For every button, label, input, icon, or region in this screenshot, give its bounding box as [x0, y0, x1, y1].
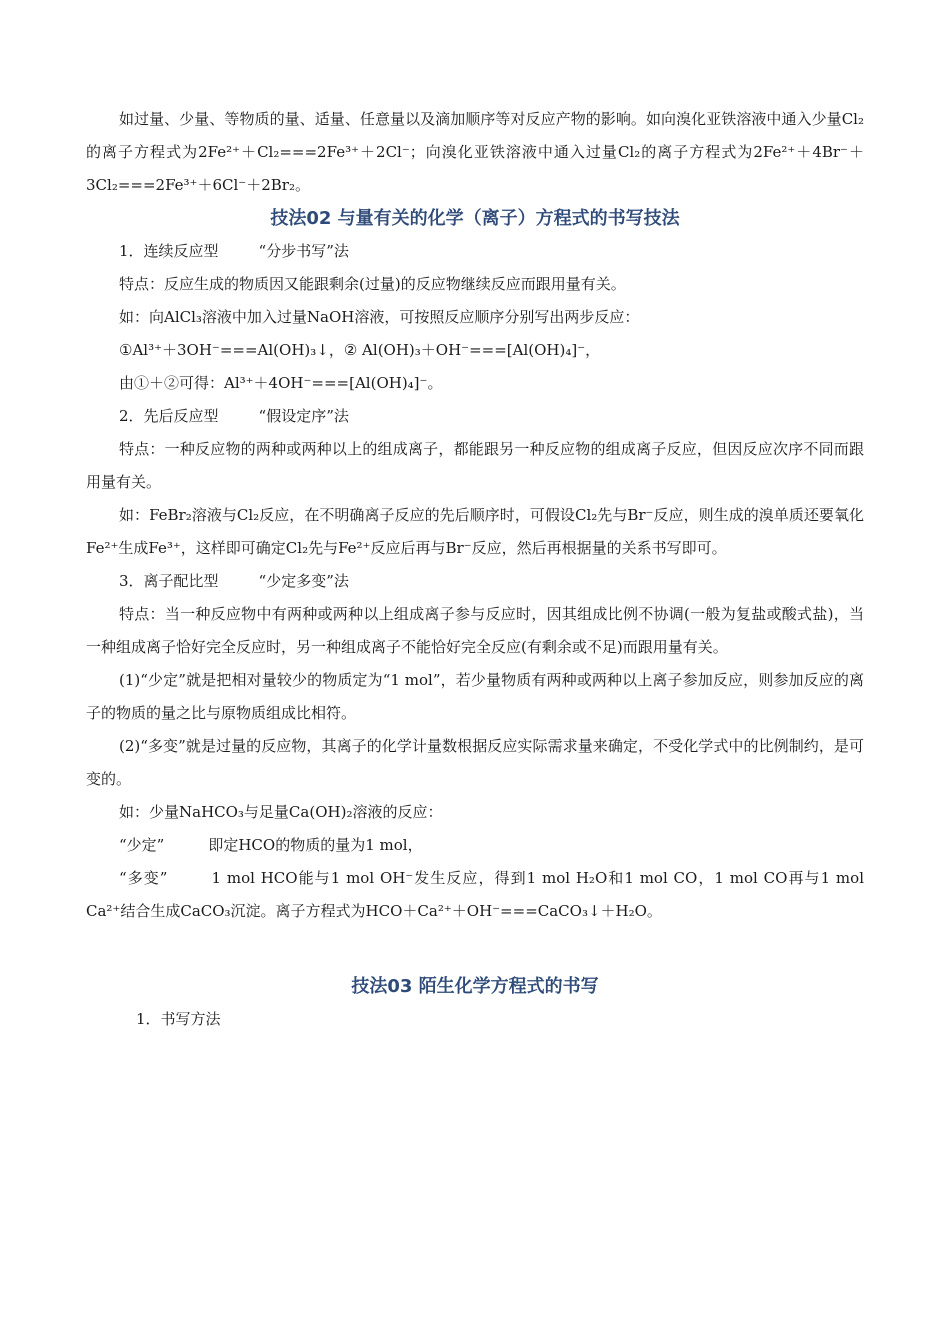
item3-more-text: 1 mol HCO能与1 mol OH⁻发生反应，得到1 mol H₂O和1 mol CO，1 mol CO再与1 mol Ca²⁺结合生成CaCO₃沉淀。离子方程式为HCO＋Ca²⁺＋OH⁻===CaCO₃↓＋H₂O。 — [86, 869, 864, 920]
item3-more-label: “多变” — [119, 869, 168, 887]
item2-method: “假设定序”法 — [258, 407, 349, 425]
item3-less-label: “少定” — [119, 836, 165, 854]
item3-title — [86, 565, 864, 598]
section-03-heading: 技法03 陌生化学方程式的书写 — [351, 976, 599, 997]
item2-title — [86, 400, 864, 433]
item3-less-line — [86, 829, 864, 862]
item2-example: 如：FeBr₂溶液与Cl₂反应，在不明确离子反应的先后顺序时，可假设Cl₂先与Br⁻反应，则生成的溴单质还要氧化Fe²⁺生成Fe³⁺，这样即可确定Cl₂先与Fe²⁺反应后再与Br⁻反应，然后再根据量的关系书写即可。 — [86, 506, 864, 557]
item3-more-line — [86, 862, 864, 928]
item1-example: 如：向AlCl₃溶液中加入过量NaOH溶液，可按照反应顺序分别写出两步反应： — [119, 308, 640, 326]
item3-less-text: 即定HCO的物质的量为1 mol， — [208, 836, 423, 854]
item3-feature: 特点：当一种反应物中有两种或两种以上组成离子参与反应时，因其组成比例不协调(一般为复盐或酸式盐)，当一种组成离子恰好完全反应时，另一种组成离子不能恰好完全反应(有剩余或不足)而跟用量有关。 — [86, 605, 864, 656]
item1-equation-2: 由①＋②可得：Al³⁺＋4OH⁻===[Al(OH)₄]⁻。 — [119, 374, 443, 392]
item3-rule-1: (1)“少定”就是把相对量较少的物质定为“1 mol”，若少量物质有两种或两种以上离子参加反应，则参加反应的离子的物质的量之比与原物质组成比相符。 — [86, 671, 864, 722]
item3-label: 3．离子配比型 — [119, 572, 219, 590]
item1-feature: 特点：反应生成的物质因又能跟剩余(过量)的反应物继续反应而跟用量有关。 — [119, 275, 626, 293]
item3-example: 如：少量NaHCO₃与足量Ca(OH)₂溶液的反应： — [119, 803, 443, 821]
section-02-heading: 技法02 与量有关的化学（离子）方程式的书写技法 — [270, 208, 680, 229]
item3-rule-2: (2)“多变”就是过量的反应物，其离子的化学计量数根据反应实际需求量来确定，不受化学式中的比例制约，是可变的。 — [86, 737, 864, 788]
item1-equation-1: ①Al³⁺＋3OH⁻===Al(OH)₃↓，② Al(OH)₃＋OH⁻===[Al(OH)₄]⁻， — [119, 341, 601, 359]
item1-title — [86, 235, 864, 268]
item3-method: “少定多变”法 — [258, 572, 349, 590]
item2-feature: 特点：一种反应物的两种或两种以上的组成离子，都能跟另一种反应物的组成离子反应，但因反应次序不同而跟用量有关。 — [86, 440, 864, 491]
item1-label: 1．连续反应型 — [119, 242, 219, 260]
intro-paragraph: 如过量、少量、等物质的量、适量、任意量以及滴加顺序等对反应产物的影响。如向溴化亚铁溶液中通入少量Cl₂的离子方程式为2Fe²⁺＋Cl₂===2Fe³⁺＋2Cl⁻；向溴化亚铁溶液中通入过量Cl₂的离子方程式为2Fe²⁺＋4Br⁻＋3Cl₂===2Fe³⁺＋6Cl⁻＋2Br₂。 — [86, 110, 864, 194]
document-body — [86, 103, 864, 1036]
item2-label: 2．先后反应型 — [119, 407, 219, 425]
item1-method: “分步书写”法 — [258, 242, 349, 260]
section03-item1: 1．书写方法 — [136, 1010, 221, 1028]
section-spacer — [86, 928, 864, 970]
